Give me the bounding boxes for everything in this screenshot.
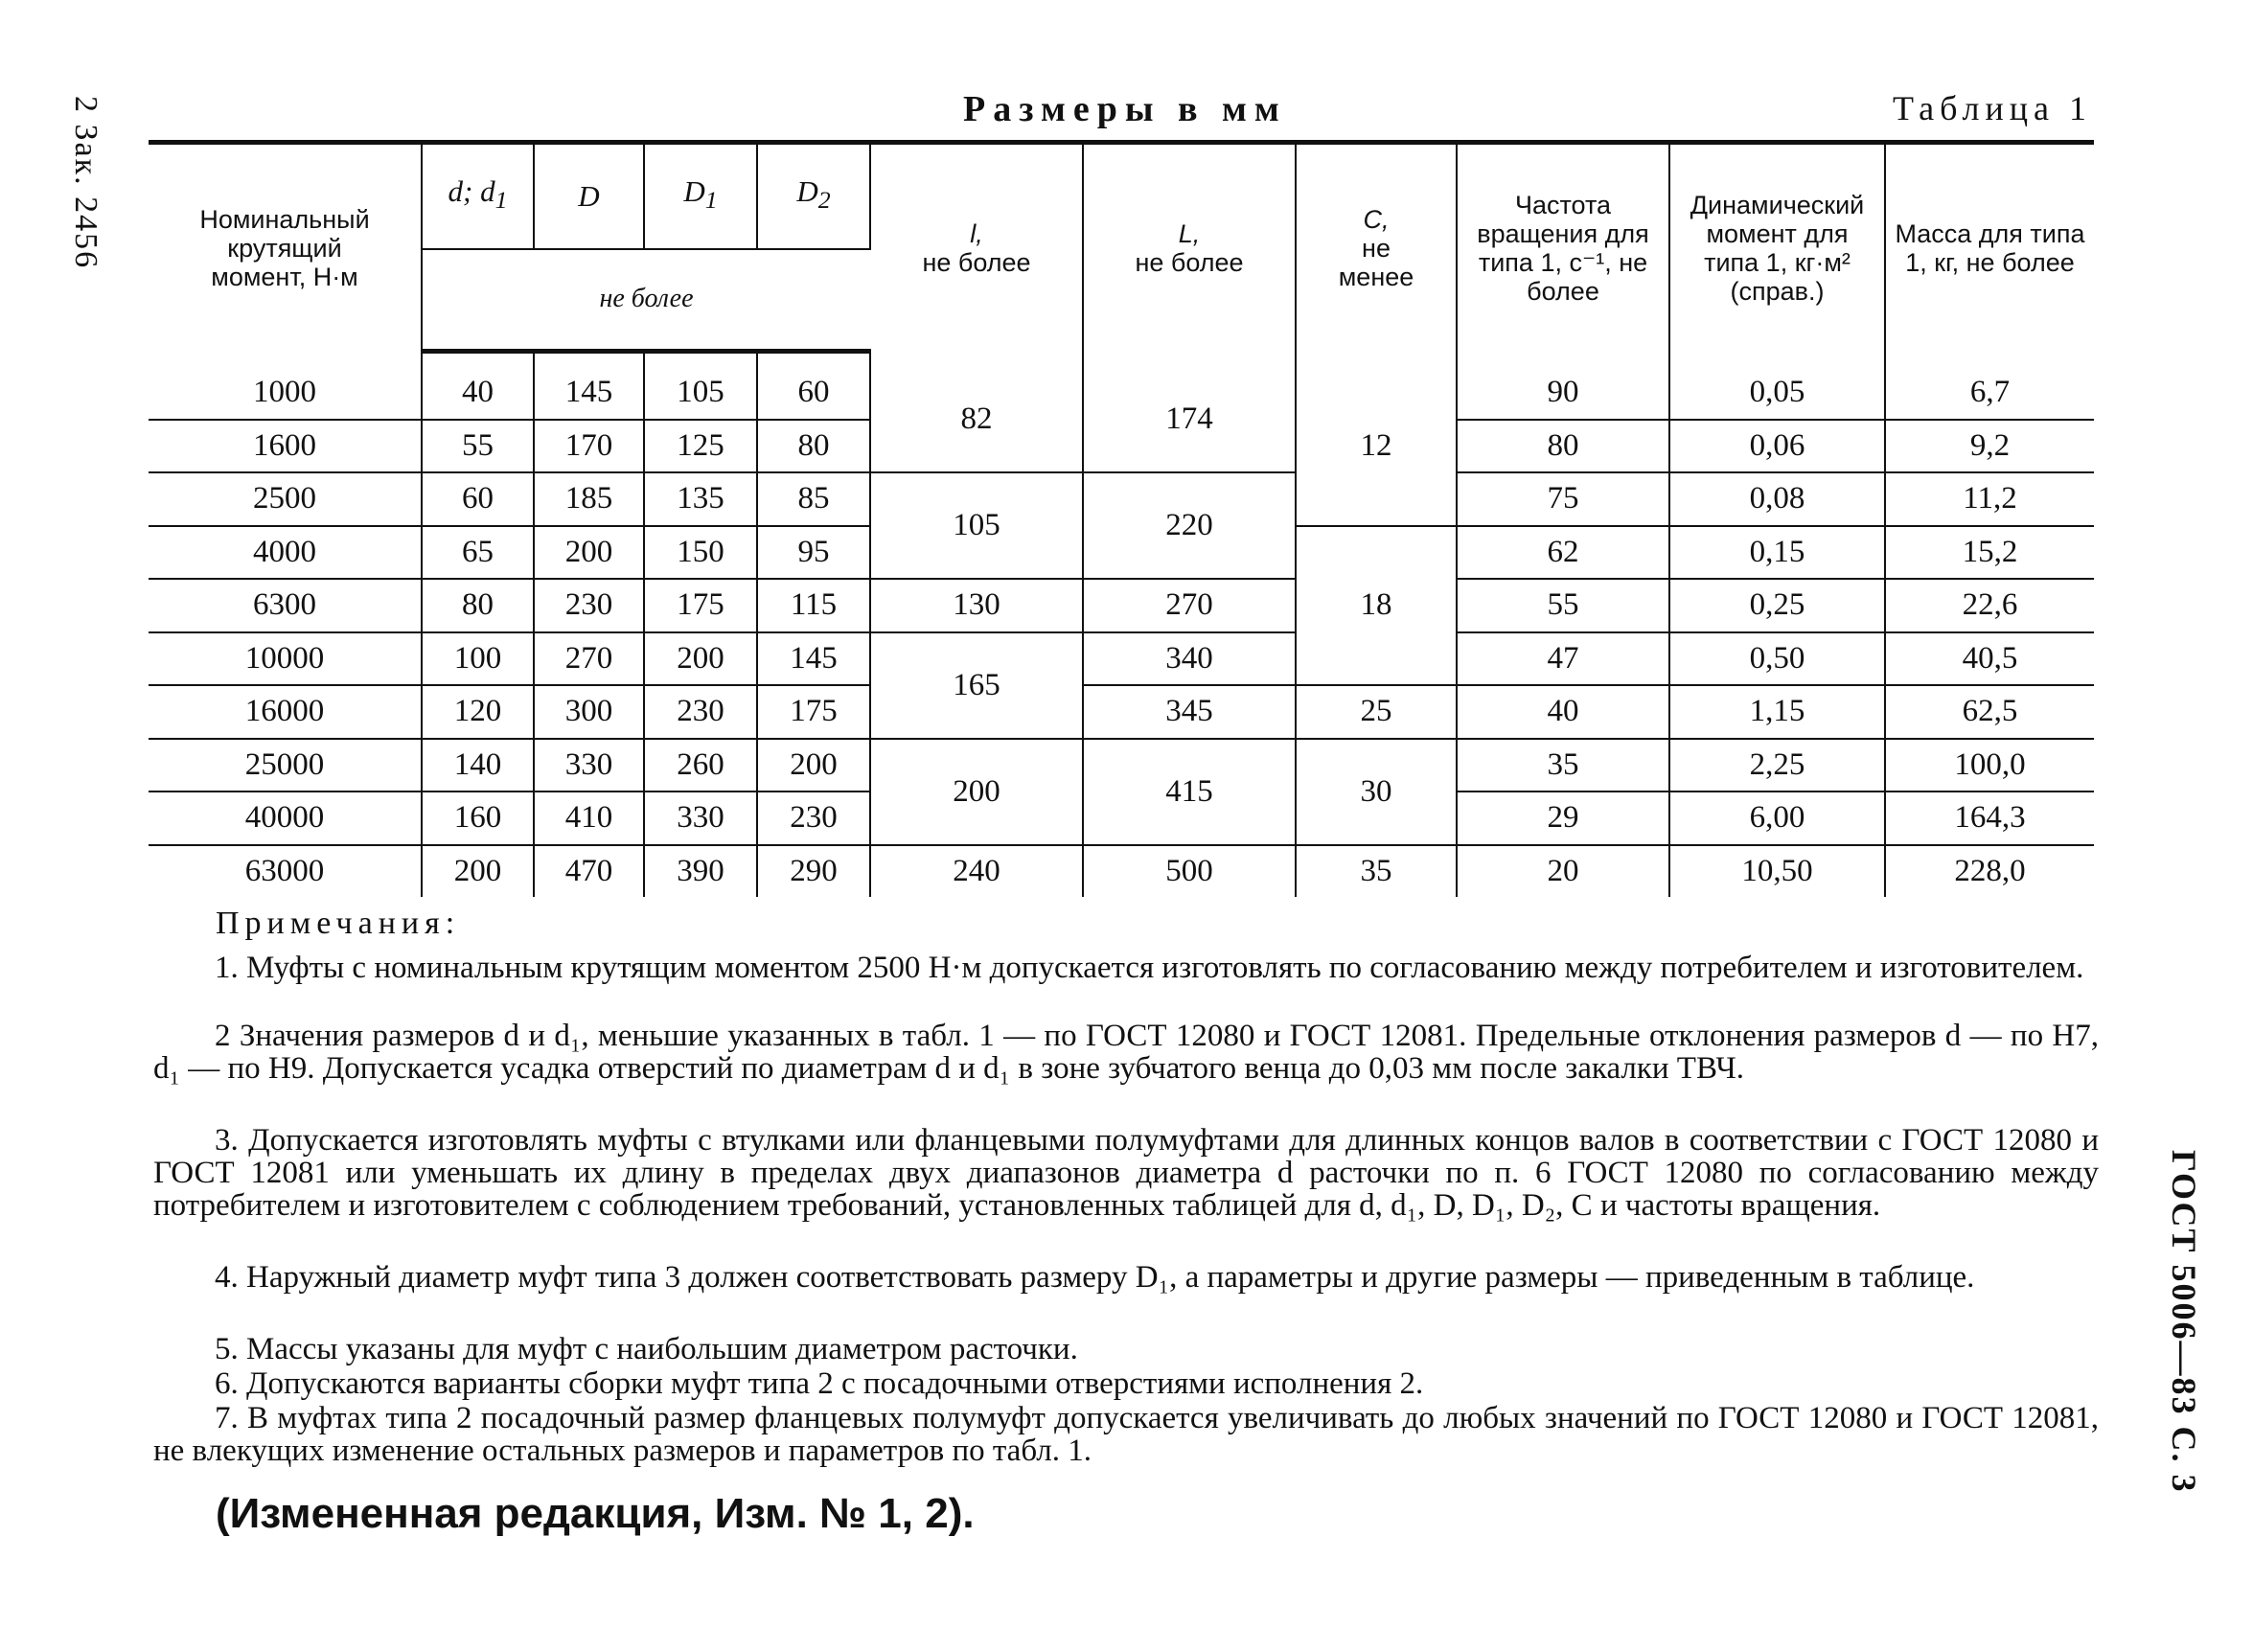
header-not-more: не более (422, 249, 870, 352)
table-row: 4000 65 200 150 95 18 62 0,15 15,2 (149, 526, 2094, 580)
header-D2: $D_2$ (757, 143, 870, 249)
header-dynamic-moment: Динамический момент для типа 1, кг·м² (справ.) (1669, 143, 1885, 352)
note-7: 7. В муфтах типа 2 посадочный размер фланцевых полумуфт допускается увеличивать до любых значений по ГОСТ 12080 и ГОСТ 12081, не влекущих изменение остальных размеров и параметров по табл. 1. (153, 1401, 2099, 1468)
note-2: 2 Значения размеров d и d₁, меньшие указанных в табл. 1 — по ГОСТ 12080 и ГОСТ 12081. Предельные отклонения размеров d — по Н7, d₁ — по Н9. Допускается усадка отверстий по диаметрам d и d₁ в зоне зубчатого венца до 0,03 мм после закалки ТВЧ. (153, 1019, 2099, 1086)
table-row: 1000 40 145 105 60 82 174 12 90 0,05 6,7 (149, 367, 2094, 420)
amendment-note: (Измененная редакция, Изм. № 1, 2). (216, 1490, 975, 1537)
header-L: L, не более (1083, 143, 1296, 352)
header-l: l, не более (870, 143, 1083, 352)
table-row: 2500 60 185 135 85 105 220 75 0,08 11,2 (149, 472, 2094, 526)
note-3: 3. Допускается изготовлять муфты с втулками или фланцевыми полумуфтами для длинных концов валов в соответствии с ГОСТ 12080 и ГОСТ 12081 или уменьшать их длину в пределах двух диапазонов диаметра d расточки по п. 6 ГОСТ 12080 по согласованию между потребителем и изготовителем с соблюдением требований, установленных таблицей для d, d₁, D, D₁, D₂, C и частоты вращения. (153, 1123, 2099, 1223)
note-1: 1. Муфты с номинальным крутящим моментом 2500 Н·м допускается изготовлять по согласованию между потребителем и изготовителем. (215, 951, 2084, 985)
table-row: 25000 140 330 260 200 200 415 30 35 2,25 100,0 (149, 739, 2094, 792)
header-torque: Номинальный крутящий момент, Н·м (149, 143, 422, 352)
page-margin-right: ГОСТ 5006—83 С. 3 (2165, 1150, 2203, 1494)
table-row: 63000 200 470 390 290 240 500 35 20 10,50 228,0 (149, 845, 2094, 898)
table-row: 10000 100 270 200 145 165 340 47 0,50 40,5 (149, 632, 2094, 686)
dimensions-table (149, 140, 2094, 897)
header-D1: $D_1$ (644, 143, 757, 249)
header-d: d; $d_1$ (422, 143, 534, 249)
table-number: Таблица 1 (1893, 89, 2092, 127)
header-frequency: Частота вращения для типа 1, с⁻¹, не более (1457, 143, 1669, 352)
notes-title: Примечания: (216, 906, 461, 941)
table-row: 16000 120 300 230 175 345 25 40 1,15 62,5 (149, 685, 2094, 739)
table-row: 40000 160 410 330 230 29 6,00 164,3 (149, 792, 2094, 845)
page-margin-left: 2 Зак. 2456 (68, 96, 103, 270)
table-row: 6300 80 230 175 115 130 270 55 0,25 22,6 (149, 579, 2094, 632)
header-C: C, не менее (1296, 143, 1457, 352)
note-6: 6. Допускаются варианты сборки муфт типа 2 с посадочными отверстиями исполнения 2. (215, 1366, 1424, 1401)
header-mass: Масса для типа 1, кг, не более (1885, 143, 2094, 352)
table-caption: Размеры в мм (963, 89, 1287, 129)
note-4: 4. Наружный диаметр муфт типа 3 должен соответствовать размеру D₁, а параметры и другие размеры — приведенным в таблице. (215, 1260, 1975, 1295)
note-5: 5. Массы указаны для муфт с наибольшим диаметром расточки. (215, 1332, 1078, 1366)
header-D: D (534, 143, 644, 249)
table-row: 1600 55 170 125 80 80 0,06 9,2 (149, 420, 2094, 473)
